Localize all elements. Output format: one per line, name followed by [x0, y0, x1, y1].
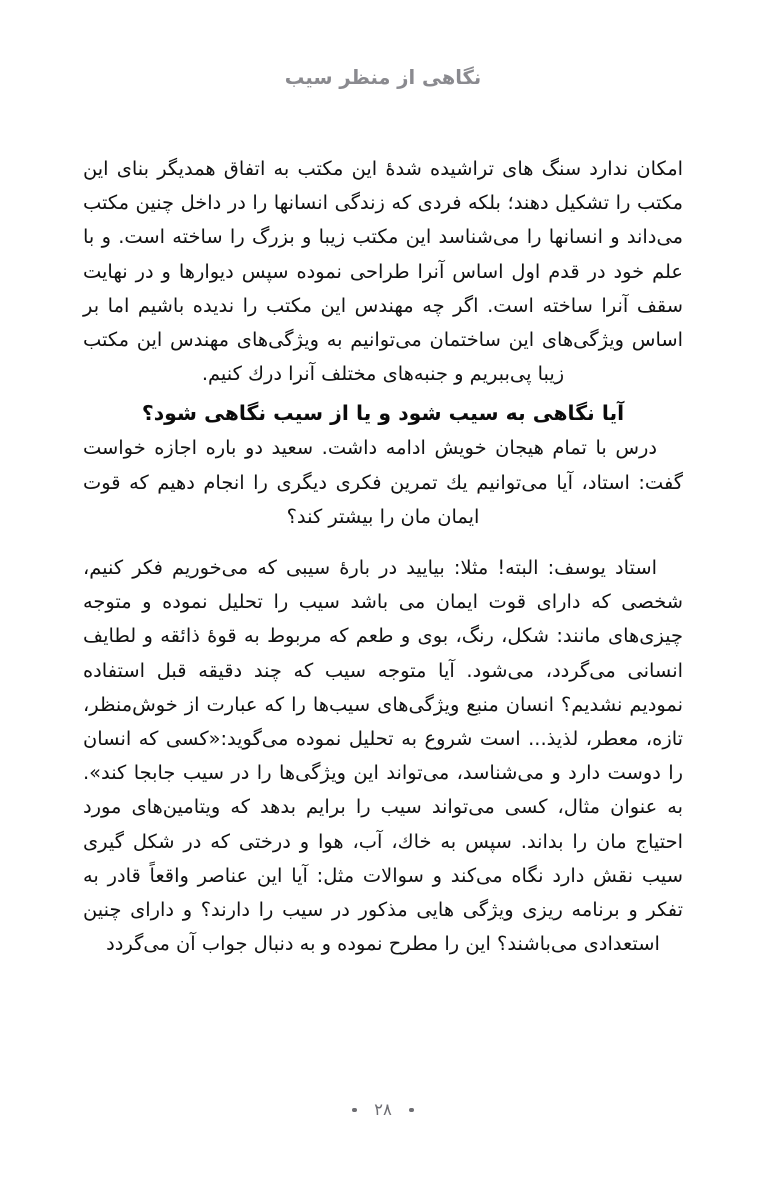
- page-number: ۲۸: [374, 1099, 392, 1119]
- page-footer: [0, 1101, 766, 1118]
- paragraph-3: استاد یوسف: البته! مثلا: بیایید در بارهٔ سیبی که می‌خوریم فکر کنیم، شخصی که دارای قوت ایمان می باشد سیب را تحلیل نموده و متوجه چیزی‌های مانند: شکل، رنگ، بوی و طعم که مربوط به قوهٔ ذائقه و لطایف انسانی می‌گردد، می‌شود. آیا متوجه سیب که چند دقیقه قبل استفاده نمودیم نشدیم؟ انسان منبع ویژگی‌های سیب‌ها را که عبارت از خوش‌منظر، تازه، معطر، لذیذ... است شروع به تحلیل نموده می‌گوید:«کسی که انسان را دوست دارد و می‌شناسد، می‌تواند این ویژگی‌ها را در سیب جابجا کند». به عنوان مثال، کسی می‌تواند سیب را برایم بدهد که ویتامین‌های مورد احتیاج مان را بداند. سپس به خاك، آب، هوا و درختی که در شکل گیری سیب نقش دارد نگاه می‌کند و سوالات مثل: آیا این عناصر واقعاً قادر به تفکر و برنامه ریزی ویژگی هایی مذکور در سیب را دارند؟ و دارای چنین استعدادی می‌باشند؟ این را مطرح نموده و به دنبال جواب آن می‌گردد: [83, 556, 683, 956]
- paragraph-2: درس با تمام هیجان خویش ادامه داشت. سعید دو باره اجازه خواست گفت: استاد، آیا می‌توانیم یك تمرین فکری دیگری را انجام دهیم که قوت ایمان مان را بیشتر کند؟: [83, 436, 683, 528]
- ornament-dot-right-icon: [409, 1108, 414, 1113]
- section-heading: آیا نگاهی به سیب شود و یا از سیب نگاهی شود؟: [141, 401, 625, 426]
- running-head: نگاهی از منظر سیب: [284, 66, 482, 89]
- body-text-block: [83, 152, 683, 961]
- ornament-dot-left-icon: [352, 1108, 357, 1113]
- paragraph-1: امکان ندارد سنگ های تراشیده شدهٔ این مکتب به اتفاق همدیگر بنای این مکتب را تشکیل دهند؛ بلکه فردی که زندگی انسانها را در داخل چنین مکتب می‌داند و انسانها را می‌شناسد این مکتب زیبا و بزرگ را ساخته است. و با علم خود در قدم اول اساس آنرا طراحی نموده سپس دیوارها و در نهایت سقف آنرا ساخته است. اگر چه مهندس این مکتب را ندیده باشیم اما بر اساس ویژگی‌های این ساختمان می‌توانیم به ویژگی‌های مهندس این مکتب زیبا پی‌ببریم و جنبه‌های مختلف آنرا درك کنیم.: [83, 157, 683, 386]
